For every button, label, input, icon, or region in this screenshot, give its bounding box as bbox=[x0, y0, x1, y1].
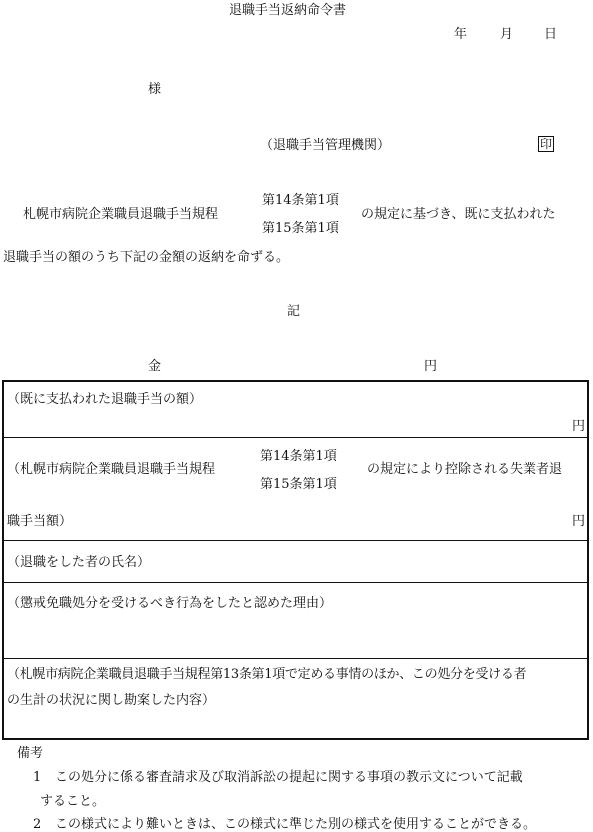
authority-label: （退職手当管理機関） bbox=[260, 138, 391, 153]
deduction-label-start: （札幌市病院企業職員退職手当規程 bbox=[7, 462, 216, 477]
paid-amount-label: （既に支払われた退職手当の額） bbox=[7, 392, 203, 407]
deduction-article-a: 第14条第1項 bbox=[260, 449, 337, 464]
table-divider bbox=[2, 582, 589, 583]
deduction-label-middle: の規定により控除される失業者退 bbox=[367, 462, 563, 477]
note-2-text: この様式により難いときは、この様式に準じた別の様式を使用することができる。 bbox=[55, 817, 537, 832]
notes-heading: 備考 bbox=[17, 746, 44, 761]
table-divider bbox=[2, 658, 589, 659]
addressee-suffix: 様 bbox=[148, 82, 162, 97]
seal-mark: 印 bbox=[539, 137, 552, 151]
amount-unit: 円 bbox=[424, 359, 438, 374]
article-b: 第15条第1項 bbox=[262, 221, 339, 236]
note-1-number: 1 bbox=[33, 770, 42, 785]
circumstances-label-line2: の生計の状況に関し勘案した内容） bbox=[7, 693, 216, 708]
note-1-line2: すること。 bbox=[40, 794, 106, 809]
ki-heading: 記 bbox=[287, 304, 301, 319]
date-month: 月 bbox=[500, 27, 514, 42]
disciplinary-reason-label: （懲戒免職処分を受けるべき行為をしたと認めた理由） bbox=[7, 596, 333, 611]
table-divider bbox=[2, 540, 589, 541]
paid-amount-unit: 円 bbox=[572, 419, 586, 434]
regulation-continuation: の規定に基づき、既に支払われた bbox=[361, 207, 556, 222]
order-sentence: 退職手当の額のうち下記の金額の返納を命ずる。 bbox=[3, 250, 290, 265]
deduction-article-b: 第15条第1項 bbox=[260, 477, 337, 492]
deduction-label-end: 職手当額） bbox=[7, 514, 73, 529]
document-title: 退職手当返納命令書 bbox=[229, 3, 347, 18]
regulation-name: 札幌市病院企業職員退職手当規程 bbox=[23, 207, 219, 222]
circumstances-label-line1: （札幌市病院企業職員退職手当規程第13条第1項で定める事情のほか、この処分を受ける者 bbox=[7, 667, 527, 682]
note-2-number: 2 bbox=[33, 817, 42, 832]
amount-label: 金 bbox=[148, 359, 162, 374]
date-year: 年 bbox=[454, 27, 468, 42]
deduction-unit: 円 bbox=[572, 514, 586, 529]
article-a: 第14条第1項 bbox=[262, 193, 339, 208]
date-day: 日 bbox=[544, 27, 558, 42]
table-divider bbox=[2, 437, 589, 438]
note-1-line1: この処分に係る審査請求及び取消訴訟の提起に関する事項の教示文について記載 bbox=[55, 770, 523, 785]
retiree-name-label: （退職をした者の氏名） bbox=[7, 555, 151, 570]
